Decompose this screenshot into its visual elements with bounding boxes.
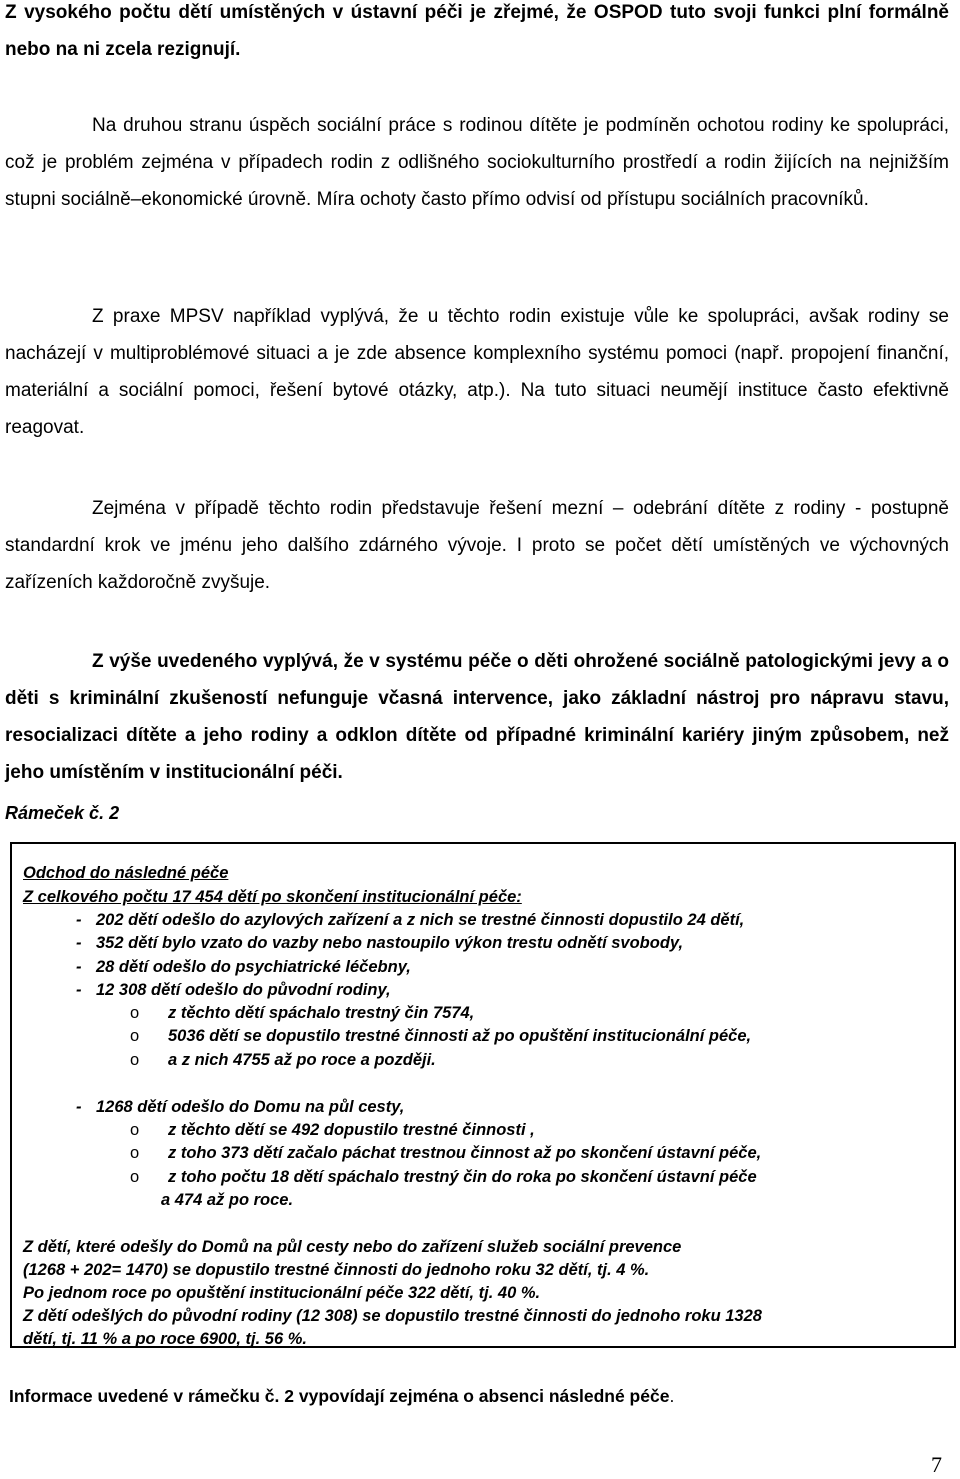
summary-line: Z dětí, které odešly do Domů na půl cesty nebo do zařízení služeb sociální prevence xyxy=(23,1238,682,1256)
paragraph-mpsv-practice: Z praxe MPSV například vyplývá, že u těchto rodin existuje vůle ke spolupráci, avšak rodiny se nacházejí v multiproblémové situaci a je zde absence komplexního systému pomoci (např. propojení finanční, materiální a sociální pomoci, řešení bytové otázky, atp.). Na tuto situaci neumějí instituce často efektivně reagovat. xyxy=(5,306,949,438)
document-page: Z vysokého počtu dětí umístěných v ústavní péči je zřejmé, že OSPOD tuto svoji funkci plní formálně nebo na ni zcela rezignují. Na druhou stranu úspěch sociální práce s rodinou dítěte je podmíněn ochotou rodiny ke spolupráci, což je problém zejména v případech rodin z odlišného sociokulturního prostředí a rodin žijících na nejnižším stupni sociálně–ekonomické úrovně. Míra ochoty často přímo odvisí od přístupu sociálních pracovníků. Z praxe MPSV například vyplývá, že u těchto rodin existuje vůle ke spolupráci, avšak rodiny se nacházejí v multiproblémové situaci a je zde absence komplexního systému pomoci (např. propojení finanční, materiální a sociální pomoci, řešení bytové otázky, atp.). Na tuto situaci neumějí instituce často efektivně reagovat. Zejména v případě těchto rodin představuje řešení mezní – odebrání dítěte z rodiny - postupně standardní krok ve jménu jeho dalšího zdárného vývoje. I proto se počet dětí umístěných ve výchovných zařízeních každoročně zvyšuje. Z výše uvedeného vyplývá, že v systému péče o děti ohrožené sociálně patologickými jevy a o děti s kriminální zkušeností nefunguje včasná intervence, jako základní nástroj pro nápravu stavu, resocializaci dítěte a jeho rodiny a odklon dítěte od případné kriminální kariéry jiným způsobem, než jeho umístěním v institucionální péči. Rámeček č. 2 Odchod do následné péče Z celkového počtu 17 454 dětí po skončení institucionální péče: - 202 dětí odešlo do azylových zařízení a z nich se trestné činnosti dopustilo 24 dětí, - 352 dětí bylo vzato do vazby nebo nastoupilo výkon trestu odnětí svobody, - 28 dětí odešlo do psychiatrické léčebny, - 12 308 dětí odešlo do původní rodiny, o z těchto dětí spáchalo trestný čin 7574, o 5036 dětí se dopustilo trestné činnosti až po opuštění institucionální péče, o a z nich 4755 až po roce a později. - 1268 dětí odešlo do Domu na půl cesty, o z těchto dětí se 492 dopustilo trestné činnosti , o z toho 373 dětí začalo páchat trestnou činnost až po skončení ústavní péče, o z toho počtu 18 dětí spáchalo trestný čin do roka po skončení ústavní péče a 474 až po roce. Z dětí, které odešly do Domů na půl cesty nebo do zařízení služeb sociální prevence (1268 + 202= 1470) se dopustilo trestné činnosti do jednoho roku 32 dětí, tj. 4 %. Po jednom roce po opuštění institucionální péče 322 dětí, tj. 40 %. Z dětí odešlých do původní rodiny (12 308) se dopustilo trestné činnosti do jednoho roku 1328 dětí, tj. 11 % a po roce 6900, tj. 56 %. Informace uvedené v rámečku č. 2 vypovídají zejména o absenci následné péče. 7 xyxy=(0,0,960,1479)
summary-line: dětí, tj. 11 % a po roce 6900, tj. 56 %. xyxy=(23,1330,307,1348)
paragraph-ospod-conclusion: Z vysokého počtu dětí umístěných v ústavní péči je zřejmé, že OSPOD tuto svoji funkci plní formálně nebo na ni zcela rezignují. xyxy=(5,2,949,60)
summary-line: Po jednom roce po opuštění institucionální péče 322 dětí, tj. 40 %. xyxy=(23,1284,541,1302)
box-title: Odchod do následné péče xyxy=(23,864,229,882)
page-number: 7 xyxy=(931,1452,942,1477)
footer-note: Informace uvedené v rámečku č. 2 vypovídají zejména o absenci následné péče. xyxy=(9,1386,675,1406)
summary-line: Z dětí odešlých do původní rodiny (12 308) se dopustilo trestné činnosti do jednoho roku 1328 xyxy=(23,1307,762,1325)
halfway-sublist-continuation: a 474 až po roce. xyxy=(161,1191,294,1209)
paragraph-intervention-conclusion: Z výše uvedeného vyplývá, že v systému péče o děti ohrožené sociálně patologickými jevy a o děti s kriminální zkušeností nefunguje včasná intervence, jako základní nástroj pro nápravu stavu, resocializaci dítěte a jeho rodiny a odklon dítěte od případné kriminální kariéry jiným způsobem, než jeho umístěním v institucionální péči. xyxy=(5,651,949,783)
box-caption: Rámeček č. 2 xyxy=(5,803,120,823)
paragraph-family-cooperation: Na druhou stranu úspěch sociální práce s rodinou dítěte je podmíněn ochotou rodiny ke spolupráci, což je problém zejména v případech rodin z odlišného sociokulturního prostředí a rodin žijících na nejnižším stupni sociálně–ekonomické úrovně. Míra ochoty často přímo odvisí od přístupu sociálních pracovníků. xyxy=(5,115,949,210)
box-subtitle: Z celkového počtu 17 454 dětí po skončení institucionální péče: xyxy=(23,888,522,906)
paragraph-child-removal: Zejména v případě těchto rodin představuje řešení mezní – odebrání dítěte z rodiny - postupně standardní krok ve jménu jeho dalšího zdárného vývoje. I proto se počet dětí umístěných ve výchovných zařízeních každoročně zvyšuje. xyxy=(5,498,949,593)
summary-line: (1268 + 202= 1470) se dopustilo trestné činnosti do jednoho roku 32 dětí, tj. 4 %. xyxy=(23,1261,650,1279)
